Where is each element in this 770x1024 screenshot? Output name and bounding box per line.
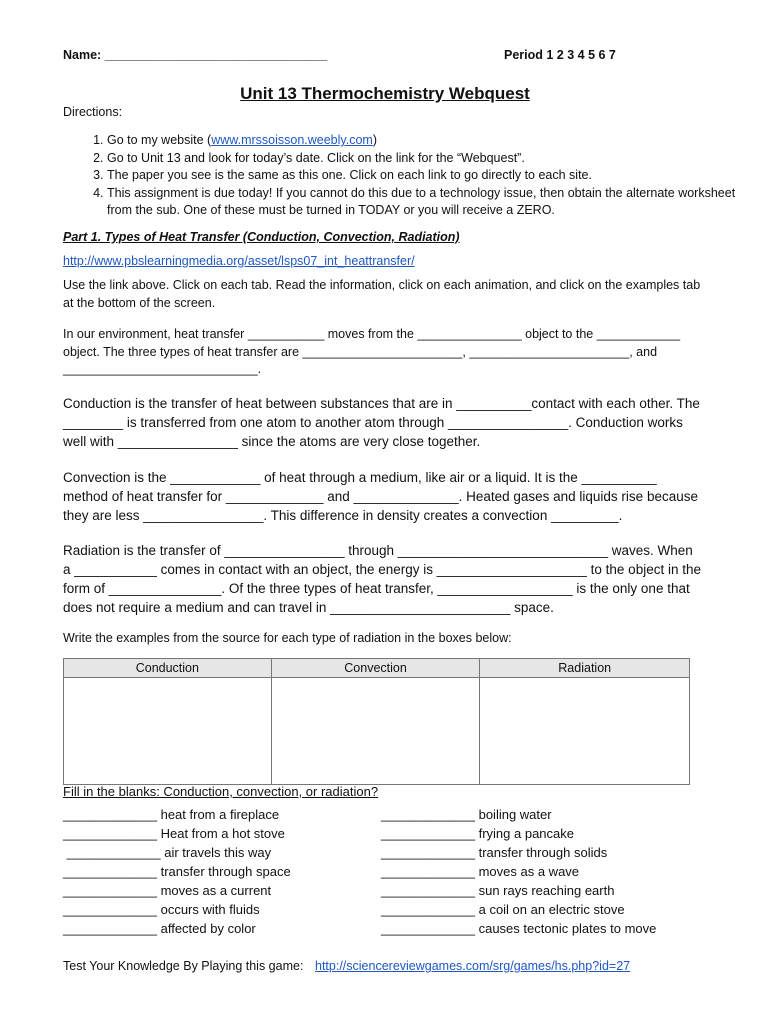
header-radiation: Radiation	[480, 659, 690, 678]
website-link[interactable]: www.mrssoisson.weebly.com	[211, 133, 373, 147]
direction-item-1	[107, 132, 747, 150]
direction-text: Go to my website (	[107, 133, 212, 147]
part1-heading: Part 1. Types of Heat Transfer (Conduction, Convection, Radiation)	[63, 230, 460, 244]
fill-item-left[interactable]: _____________ affected by color	[63, 921, 256, 936]
fill-item-left[interactable]: _____________ air travels this way	[63, 845, 272, 860]
fill-item-left[interactable]: _____________ occurs with fluids	[63, 902, 260, 917]
fill-item-right[interactable]: _____________ sun rays reaching earth	[381, 883, 615, 898]
direction-item-4: 4. This assignment is due today! If you cannot do this due to a technology issue, then obtain the alternate worksheet from the sub. One of these must be turned in TODAY or you will receive a ZERO.	[107, 185, 747, 220]
fill-item-right[interactable]: _____________ boiling water	[381, 807, 552, 822]
direction-item-3: 3. The paper you see is the same as this one. Click on each link to go directly to each site.	[107, 167, 747, 185]
pbs-link[interactable]: http://www.pbslearningmedia.org/asset/lsps07_int_heattransfer/	[63, 254, 415, 268]
examples-prompt: Write the examples from the source for each type of radiation in the boxes below:	[63, 631, 512, 645]
fill-item-right[interactable]: _____________ moves as a wave	[381, 864, 580, 879]
conduction-paragraph: Conduction is the transfer of heat between substances that are in __________contact with each other. The ________ is transferred from one atom to another atom through ________________. Conduction works well with ________________ since the atoms are very close together.	[63, 396, 700, 449]
direction-text: )	[372, 133, 377, 147]
fill-item-left[interactable]: _____________ Heat from a hot stove	[63, 826, 285, 841]
direction-item-2: 2. Go to Unit 13 and look for today’s date. Click on the link for the “Webquest”.	[107, 150, 747, 168]
part1-instructions: Use the link above. Click on each tab. Read the information, click on each animation, and click on the examples tab at the bottom of the screen.	[63, 278, 701, 310]
header-conduction: Conduction	[64, 659, 272, 678]
convection-examples-box[interactable]	[271, 678, 480, 785]
environment-paragraph: In our environment, heat transfer ___________ moves from the _______________ object to the ____________ object. The three types of heat transfer are _______________________, _______________________, and ____________________________.	[63, 327, 681, 376]
fill-item-right[interactable]: _____________ frying a pancake	[381, 826, 574, 841]
directions-label: Directions:	[63, 105, 123, 119]
conduction-examples-box[interactable]	[64, 678, 272, 785]
fill-blanks-heading: Fill in the blanks: Conduction, convection, or radiation?	[63, 784, 379, 799]
name-field-label: Name: ________________________________	[63, 48, 328, 62]
header-convection: Convection	[271, 659, 480, 678]
convection-paragraph: Convection is the ____________ of heat through a medium, like air or a liquid. It is the __________ method of heat transfer for _____________ and ______________. Heated gases and liquids rise because they are less ________________. This difference in density creates a convection _________.	[63, 470, 698, 523]
game-link[interactable]: http://sciencereviewgames.com/srg/games/hs.php?id=27	[315, 959, 631, 973]
examples-table	[63, 658, 690, 785]
page-title: Unit 13 Thermochemistry Webquest	[240, 84, 530, 103]
fill-item-right[interactable]: _____________ a coil on an electric stove	[381, 902, 625, 917]
fill-item-left[interactable]: _____________ heat from a fireplace	[63, 807, 280, 822]
fill-item-right[interactable]: _____________ transfer through solids	[381, 845, 608, 860]
directions-list	[63, 132, 747, 220]
footer-label: Test Your Knowledge By Playing this game:	[63, 959, 304, 973]
radiation-examples-box[interactable]	[480, 678, 690, 785]
radiation-paragraph: Radiation is the transfer of ________________ through ____________________________ waves. When a ___________ comes in contact with an object, the energy is ____________________ to the object in the form of _______________. Of the three types of heat transfer, __________________ is the only one that does not require a medium and can travel in ________________________ space.	[63, 543, 701, 615]
fill-item-left[interactable]: _____________ transfer through space	[63, 864, 291, 879]
fill-item-left[interactable]: _____________ moves as a current	[63, 883, 272, 898]
fill-item-right[interactable]: _____________ causes tectonic plates to move	[381, 921, 657, 936]
period-label: Period 1 2 3 4 5 6 7	[504, 48, 616, 62]
